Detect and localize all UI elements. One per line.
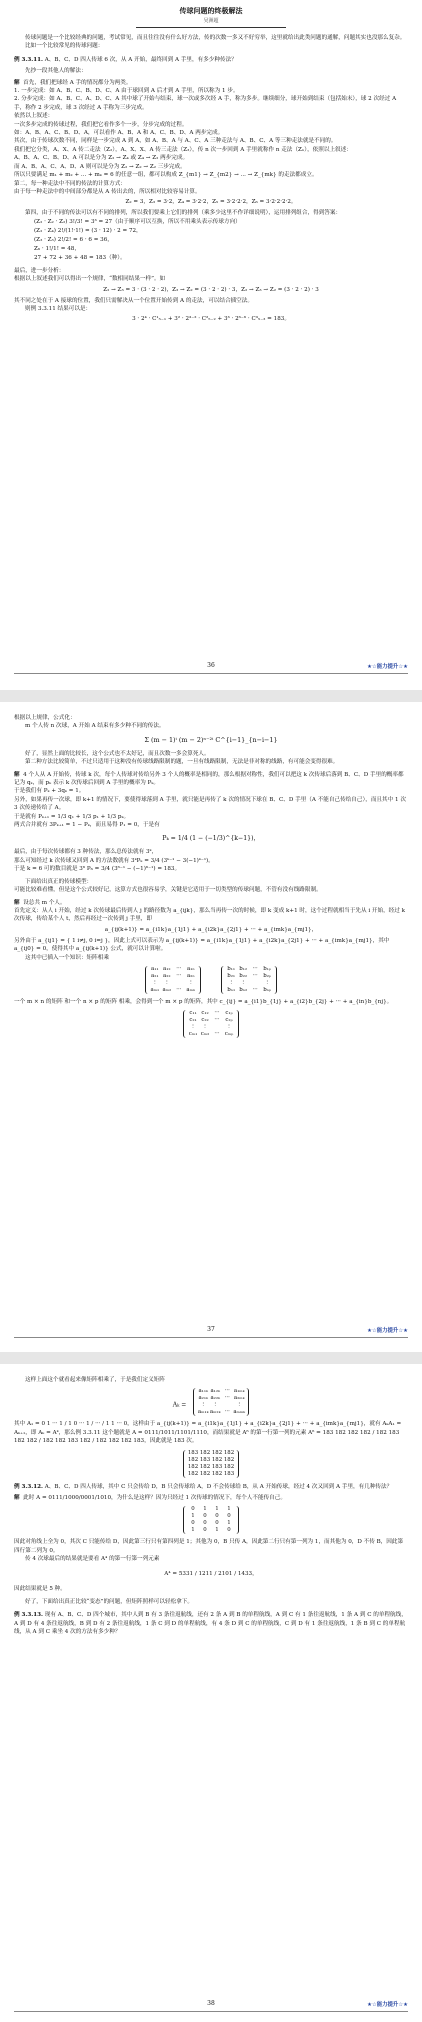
solution-line: 其次，由于传球次数不同，同样是一步完成 A 到 A，如 A、B、A 与 A、C、A 三种走法与 A、B、C、A 等三种走法就是不同的。 <box>14 138 337 145</box>
solution-paragraph <box>14 79 408 87</box>
author-name: 吴洲超 <box>203 18 219 24</box>
matrix-ak-label: Aₖ = <box>172 1401 189 1409</box>
example2-answer: 因此结果就是 5 种。 <box>14 1585 66 1592</box>
after-line: 那么可知经过 k 次传球又回到 A 的方法数就有 3ᵏPₖ = 3/4 (3ᵏ⁻¹ − 3(−1)ᵏ⁻¹)。 <box>14 857 214 864</box>
intro-paragraph: 传球问题是一个比较经典的问题，考试常见，而且往往没有什么好方法，传的次数一多又不好穷举，这里就给出此类问题的通解，问题其实也没那么复杂。 <box>25 35 406 41</box>
page-footer <box>14 662 408 676</box>
matrix-a6-illustration <box>14 1450 408 1478</box>
matrix-a-illustration <box>14 1506 408 1534</box>
z-values-equation: Z₂ = 3，Z₃ = 3·2，Z₄ = 3·2·2，Z₅ = 3·2·2·2，Z₆ = 3·2·2·2·2。 <box>125 199 297 206</box>
solution-line: 于是我们有 Pₖ + 3qₖ = 1。 <box>14 788 85 795</box>
example2-line: 传 4 次球最后的结果就是要看 A⁴ 的第一行第一列元素 <box>25 1556 160 1563</box>
solution2-line: 另外由于 a_{ij1} = { 1 i≠j, 0 i=j }，因此上式可以表示为 a_{ij(k+1)} = a_{i1k}a_{1j1} + a_{i2k}a_{2j1} + ··· + a_{imk}a_{mj1}，其中 a_{ij0} = 0，使得其中 a_{ij(k+1)} 公式，就可以计算啦。 <box>14 937 392 953</box>
final-intro: 最后，进一步分析： <box>14 267 65 274</box>
example2-solution-text: 此时 A = 0111/1000/0001/1010，为什么是这样？因为只经过 1 次传球的情况下，每个人不能传自己。 <box>23 1495 286 1502</box>
sum-equation: (Z₂ · Z₄) 2!/(1!·1!) = (3 · 12) · 2 = 72， <box>34 227 142 234</box>
page-36 <box>0 0 422 690</box>
final-more: 其不同之处在于 A 接球的位置，我们只需解决从一个位置开始传到 A 的走法，可以结合插空法。 <box>14 297 253 304</box>
solution-line: 另外，如果再传一次球，即 k+1 的情况下，要使得球落到 A 手里，就只能是再传了 k 次的情况下球在 B、C、D 手里（A 不能自己传给自己），而且其中 1 次 3 次传递传给了 A。 <box>14 796 408 812</box>
example3-paragraph <box>14 1611 408 1636</box>
general-formula: Σ (m − 1)ⁱ (m − 2)ⁿ⁻²ⁱ C^{i−1}_{n−i−1} <box>144 735 278 744</box>
sum-equation: (Z₃ · Z₃) 2!/2! = 6 · 6 = 36， <box>34 236 113 243</box>
solution-line: A、B、A、C、B、D、A 可以是分为 Z₂ → Z₄ 或 Z₄ → Z₂ 两步完成。 <box>14 155 189 162</box>
final-answer-intro: 则例 3.3.11 结果可以是： <box>25 305 92 312</box>
example2-text: A、B、C、D 四人传球，其中 C 只会传给 D，B 只会传球给 A，D 不会传球给 B，从 A 开始传球，经过 4 次又回到 A 手里，有几种传法？ <box>44 1483 393 1490</box>
example2-label: 例 3.3.12. <box>14 1483 43 1490</box>
final-text: 根据以上叙述我们可以得出一个规律，“数相同结果一样”。如 <box>14 276 166 283</box>
note-line: 好了，显然上面的比较长，这个公式也不太好记，而且次数一多会算死人。 <box>25 750 210 757</box>
step-paragraph: 第四，由于不同的传法可以有不同的排列，所以我们要乘上它们的排列（乘多少这里不作详细说明），运用排列组合，得到答案： <box>25 210 342 217</box>
example-paragraph <box>14 56 408 64</box>
solution-line: 于是就有 Pₖ₊₁ = 1/3 q₁ + 1/3 p₁ + 1/3 pₖ。 <box>14 813 130 820</box>
solution-line: 第二，每一种走法中不同的传法的计算方式： <box>14 180 126 187</box>
matrix-illustration <box>14 966 408 994</box>
example2-paragraph <box>14 1483 408 1491</box>
footer-brand: ★☆能力提升☆★ <box>367 2002 408 2008</box>
final-equation: Z₂ → Z₃ = 3 · (3 · 2 · 2)，Z₃ → Z₂ = (3 · 2 · 2) · 3，Z₂ → Z₃ → Z₂ = (3 · 2 · 2) · 3 <box>103 286 319 293</box>
matrix-ak-illustration <box>14 1388 408 1416</box>
page-footer <box>14 1326 408 1340</box>
example-label: 例 3.3.11. <box>14 56 43 63</box>
intro-line: 根据以上规律，公式化： <box>14 715 76 721</box>
solution-line: 两式合并就有 3Pₖ₊₁ = 1 − Pₖ，而且易得 P₁ = 0，于是有 <box>14 822 160 829</box>
matrix-a: a₁₁ a₁₂ ··· a₁ₙ a₂₁ a₂₂ ··· a₂ₙ ⋮ ⋮ ⋮ aₘ₁ aₘ₂ ··· aₘₙ <box>145 966 201 994</box>
matrix-intro: 这样上面这个就看起来像矩阵相乘了，于是我们定义矩阵 <box>25 1377 165 1383</box>
example3-text: 现有 A、B、C、D 四个城市，其中人到 B 有 3 条往返航线，还有 2 条 A 到 B 的单程航线，A 到 C 有 1 条往返航线，1 条 A 到 C 的单程航线，A 到 D 有 4 条往返航线，B 到 D 有 2 条往返航线，1 条 C 到 D 的单程航线，有 4 条 D 到 C 的单程航线，C 到 D 有 1 条往返航线，1 条 B 到 C 的单程航线，从 A 到 C 乘坐 4 次的方法有多少种？ <box>14 1612 407 1636</box>
page-37 <box>0 702 422 1352</box>
final-answer-equation: 3 · 2⁴ · C¹₅₋₁ + 3² · 2³⁻² · C²₅₋₂ + 3³ · 2⁶⁻⁶ · C³₅₋₃ = 183。 <box>132 316 290 323</box>
footer-rule <box>14 1337 408 1338</box>
matrix-c: c₁₁ c₁₂ ··· c₁ₚ c₂₁ c₂₂ ··· c₂ₚ ⋮ ⋮ ⋮ cₘ₁ cₘ₂ ··· cₘₚ <box>183 1010 239 1038</box>
matrix-ak: a₁₁ₖ a₁₂ₖ ··· a₁ₘₖ a₂₁ₖ a₂₂ₖ ··· a₂ₘₖ ⋮ ⋮ ⋮ aₘ₁ₖaₘ₂ₖ ··· aₘₘₖ <box>193 1388 249 1416</box>
matrix-c-illustration <box>14 1010 408 1038</box>
pk-formula: Pₖ = 1/4 (1 − (−1/3)^{k−1})， <box>162 835 260 843</box>
matrix-a4-equation: A⁴ = 5331 / 1211 / 2101 / 1433， <box>164 1570 258 1577</box>
page-number: 36 <box>207 662 215 669</box>
solution-line: 而 A、B、A、C、A、D、A 则可以是分为 Z₂ → Z₂ → Z₂ 三步完成。 <box>14 163 186 170</box>
hint-text: 先抄一段其他人的解法： <box>25 68 87 75</box>
solution-line: 1. 一步完成：如 A、B、C、B、D、C、A 由于球回到 A 后才到 A 手里，所以称为 1 步。 <box>14 88 239 95</box>
note-line: 第二种方法比较简单，不过只适用于这种没有传球线路限制的题，一旦有线路限制，无法是非对称的线路，有可能会变得很难。 <box>25 759 339 766</box>
matrix-a6: 183 182 182 182 182 183 182 182 182 182 183 182 182 182 182 183 <box>183 1450 239 1478</box>
solution-line: 依然以上叙述： <box>14 113 54 120</box>
intro-line: m 个人传 n 次球，A 开始 A 结束有多少种不同的传法。 <box>25 723 165 730</box>
solution2-paragraph <box>14 899 408 907</box>
after-line: 于是 k = 6 可的数目就是 3⁶ P₆ = 3/4 (3⁶⁻¹ − (−1)⁶⁻¹) = 183。 <box>14 866 181 873</box>
solution-label: 解 <box>14 771 20 778</box>
footer-rule <box>14 2011 408 2012</box>
solution-line: 一次多步完成的传球过程，我们把它看作多个一步，分步完成的过程。 <box>14 121 188 128</box>
sum-total: 27 + 72 + 36 + 48 = 183（种）。 <box>34 254 126 261</box>
matrix-a: 0 1 1 1 1 0 0 0 0 0 0 1 1 0 1 0 <box>183 1506 239 1534</box>
header-rule <box>136 27 286 28</box>
solution-line: 2. 分步完成：如 A、B、C、A、D、C、A 其中球了开始与结束，球一次或多次经 A 手，称为多步。继续细分，球开始到结束（包括始末），球 2 次经过 A 手，称作 2 步完成，球 3 次经过 A 手称为三步完成。 <box>14 96 398 111</box>
page-38 <box>0 1364 422 2022</box>
after-line: 最后，由于每次传球都有 3 种传法，那么总传法就有 3ᵏ， <box>14 849 158 856</box>
page-footer <box>14 2000 408 2014</box>
solution-line: 由于每一种走法中的中间部分都是从 A 传出去的，所以相对比较容易计算。 <box>14 188 201 195</box>
page-number: 38 <box>207 2000 215 2007</box>
solution-label: 解 <box>14 79 20 86</box>
solution2-line: 一个 m × n 的矩阵 和一个 n × p 的矩阵 相乘，会得到一个 m × p 的矩阵，其中 c_{ij} = a_{i1}b_{1j} + a_{i2}b_{2j} + ··· + a_{in}b_{nj}。 <box>14 998 393 1005</box>
solution-line: 我们把它分类，A、X、A 传二走法（Z₂），A、X、X、A 传三走法（Z₃），传 n 次一步回到 A 手里就称作 n 走法（Zₙ），依照以上叙述： <box>14 146 352 153</box>
example2-line: 因此对角线上全为 0，其次 C 只能传给 D，因此第三行只有第四列是 1；其他为 0，B 只传 A，因此第二行只有第一列为 1，而其他为 0，D 不传 B，因此第四行第二列为 0。 <box>14 1539 404 1554</box>
solution-paragraph <box>14 771 408 788</box>
solution-line: 如：A、B、A、C、B、D、A，可以看作 A、B、A 和 A、C、B、D、A 两步完成。 <box>14 130 224 137</box>
page-header <box>14 6 408 28</box>
page-title: 传球问题的终极解法 <box>179 7 243 15</box>
recurrence-equation: a_{ij(k+1)} = a_{i1k}a_{1j1} + a_{i2k}a_{2j1} + ··· + a_{imk}a_{mj1}， <box>104 926 318 933</box>
solution2-line: 首先定义：从人 i 开始，经过 k 次传球最后传到人 j 的路径数为 a_{ijk}，那么当再传一次的时候，即 k 变成 k+1 时，这个过程就相当于先从 i 开始，经过 k 次传球，传给某个人 t，然后再经过一次传到 j 手里，即 <box>14 907 407 923</box>
solution2-text: 设总共 m 个人。 <box>23 899 66 906</box>
example2-solution-label: 解 <box>14 1495 20 1502</box>
matrix-b: b₁₁ b₁₂ ··· b₁ₚ b₂₁ b₂₂ ··· b₂ₚ ⋮ ⋮ ⋮ bₙ₁ bₙ₂ ··· bₙₚ <box>221 966 277 994</box>
solution2-label: 解 <box>14 899 20 906</box>
intro-paragraph: 比如一个比较常见的传球问题： <box>25 43 104 50</box>
footer-rule <box>14 673 408 674</box>
example2-solution <box>14 1494 408 1502</box>
solution2-line: 这其中已插入一个知识：矩阵相乘 <box>25 954 109 961</box>
footer-brand: ★☆能力提升☆★ <box>367 1328 408 1334</box>
example-text: A、B、C、D 四人传球 6 次，从 A 开始，最终回到 A 手里，有多少种传法？ <box>44 56 237 63</box>
general-intro: 下面给出真正的传球模型： <box>25 878 93 885</box>
solution-line: 所以只要满足 m₁ + m₂ + ... + mₖ = 6 的任意一组，都可以构成 Z_{m1} → Z_{m2} → ... → Z_{mk} 的走法都成立。 <box>14 172 318 179</box>
example3-label: 例 3.3.13. <box>14 1612 43 1619</box>
footer-brand: ★☆能力提升☆★ <box>367 664 408 670</box>
closing-line: 好了，下面给出真正比较“变态”的问题，但矩阵照样可以轻松拿下。 <box>25 1599 193 1606</box>
general-line: 可能比较难看懂，但是这个公式较好记，这算方式也很容易学，关键是它适用于一切类型的传球问题，不管有没有线路限制。 <box>14 887 322 894</box>
solution-text: 首先，我们把球经 A 手的情况都分为两类。 <box>23 79 132 86</box>
sum-equation: (Z₂ · Z₂ · Z₂) 3!/3! = 3³ = 27（由于顺序可以互换，所以不用乘头表示传球方向） <box>34 218 241 225</box>
matrix-explanation: 其中 A₁ = 0 1 ··· 1 / 1 0 ··· 1 / ··· / 1 1 ··· 0，这样由于 a_{ij(k+1)} = a_{i1k}a_{1j1} + a_{i2k}a_{2j1} + ··· + a_{imk}a_{mj1}，就有 AₖA₁ = Aₖ₊₁，即 Aₖ = Aᵏ，那么例 3.3.11 这个题就是 A = 0111/1011/1101/1110，而结果就是 A⁶ 的第一行第一列的元素 A⁶ = 183 182 182 182 / 182 183 182 182 / 182 182 183 182 / 182 182 182 183，因此就是 183 次。 <box>14 1421 403 1445</box>
page-number: 37 <box>207 1326 215 1333</box>
sum-equation: Z₆ · 1!/1! = 48， <box>34 245 80 252</box>
solution-text: 4 个人从 A 开始传，传球 k 次，每个人传球对传给另外 3 个人的概率是相同的，那么根据对称性，我们可以把这 k 次传球后落到 B、C、D 手里的概率都记为 qₖ，而 pₖ 表示 k 次传球后回到 A 手里的概率为 Pₖ。 <box>14 771 404 787</box>
